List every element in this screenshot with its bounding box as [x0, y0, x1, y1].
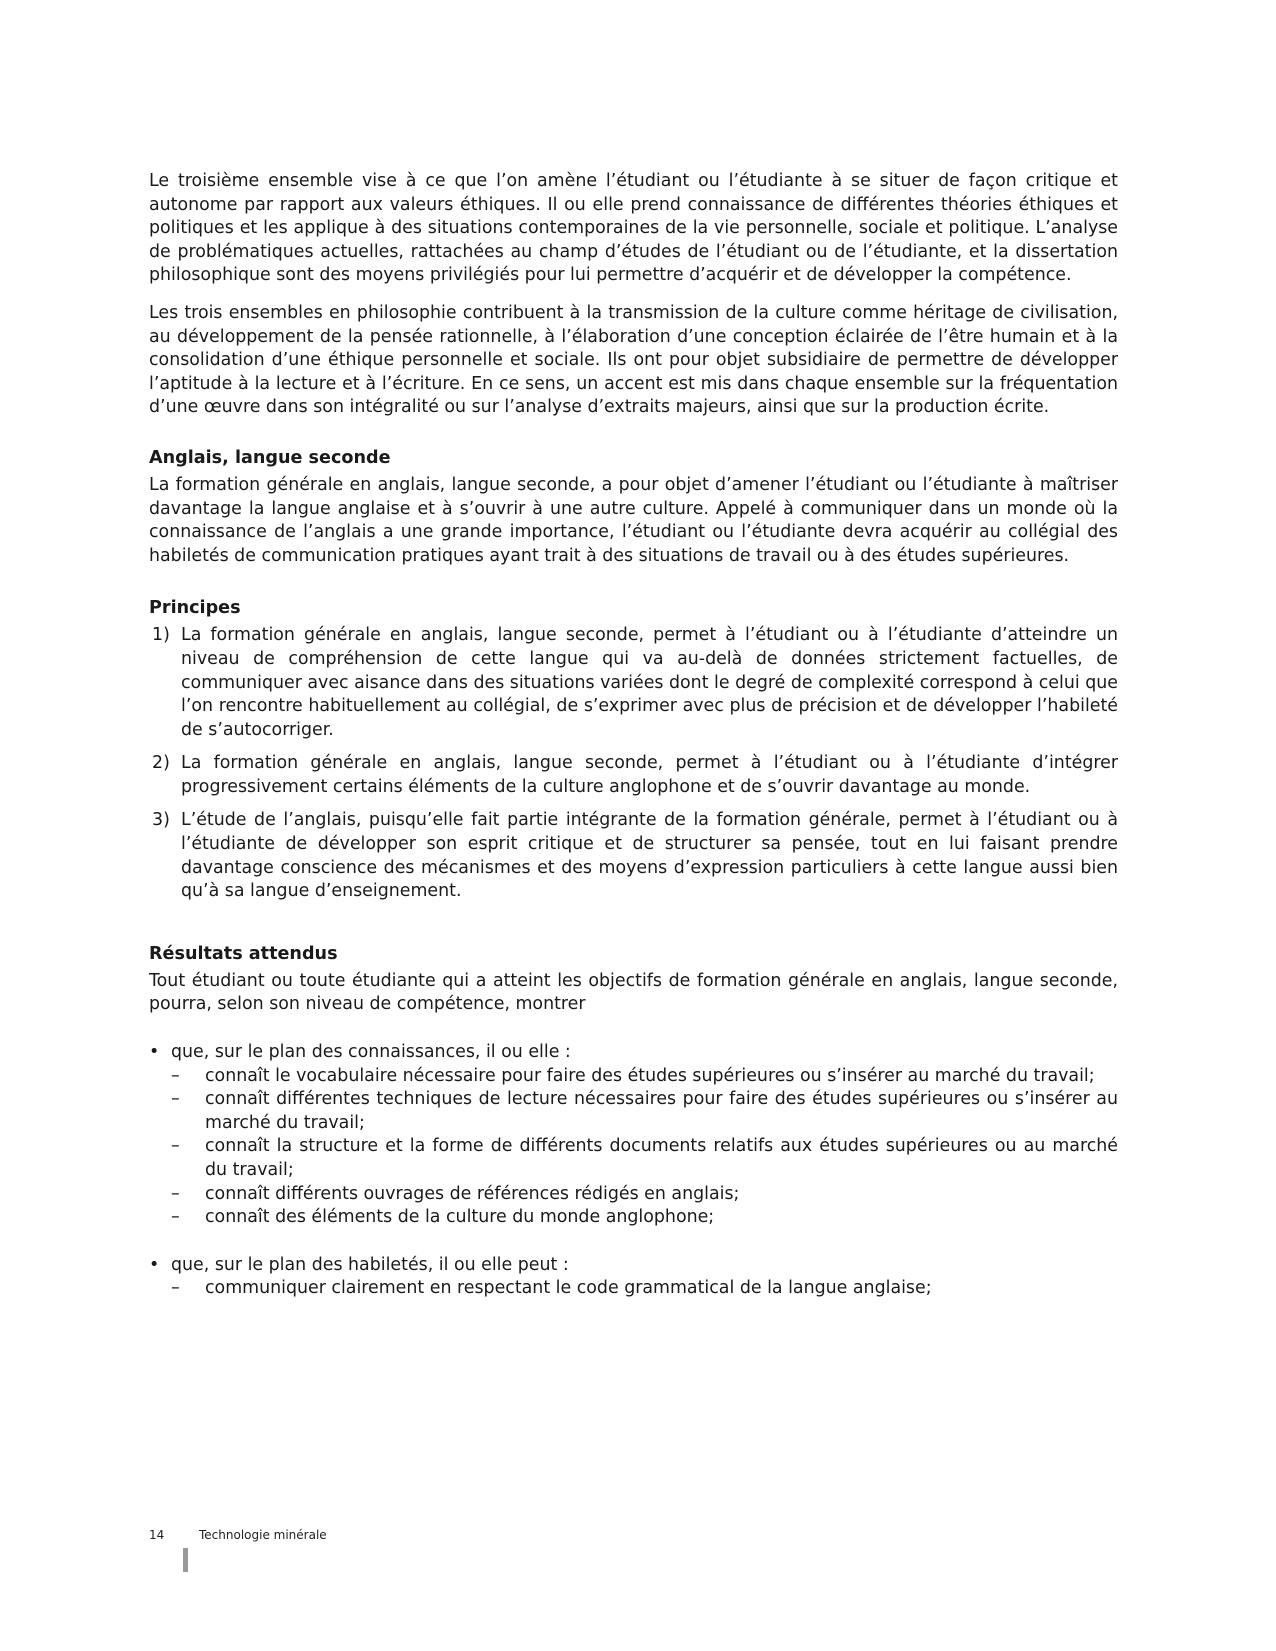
item-text: L’étude de l’anglais, puisqu’elle fait partie intégrante de la formation générale, permet à l’étudiant ou à l’étudiante de développer son esprit critique et de structurer sa pensée, tout en lui faisant prendre davantage conscience des mécanismes et des moyens d’expression particuliers à cette langue aussi bien qu’à sa langue d’enseignement. — [181, 810, 1118, 902]
paragraph-anglais: La formation générale en anglais, langue seconde, a pour objet d’amener l’étudiant ou l’étudiante à maîtriser davantage la langue anglaise et à s’ouvrir à une autre culture. Appelé à communiquer dans un monde où la connaissance de l’anglais a une grande importance, l’étudiant ou l’étudiante devra acquérir au collégial des habiletés de communication pratiques ayant trait à des situations de travail ou à des études supérieures. — [149, 474, 1118, 566]
principe-item — [149, 752, 1118, 799]
dash-icon: – — [171, 1183, 180, 1204]
bullet-icon: • — [149, 1042, 160, 1063]
dash-item — [149, 1135, 1118, 1182]
item-number: 3) — [152, 810, 170, 831]
paragraph-philo-three-sets: Les trois ensembles en philosophie contribuent à la transmission de la culture comme héritage de civilisation, au développement de la pensée rationnelle, à l’élaboration d’une conception éclairée de l’être humain et à la consolidation d’une éthique personnelle et sociale. Ils ont pour objet subsidiaire de permettre de développer l’aptitude à la lecture et à l’écriture. En ce sens, un accent est mis dans chaque ensemble sur la fréquentation d’une œuvre dans son intégralité ou sur l’analyse d’extraits majeurs, ainsi que sur la production écrite. — [149, 302, 1118, 418]
bullet-icon: • — [149, 1254, 160, 1275]
bullet-label: que, sur le plan des habiletés, il ou elle peut : — [171, 1254, 569, 1275]
connaissances-list — [149, 1065, 1118, 1230]
dash-icon: – — [171, 1278, 180, 1299]
dash-icon: – — [171, 1065, 180, 1086]
dash-icon: – — [171, 1207, 180, 1228]
principe-item — [149, 809, 1118, 903]
page-number: 14 — [149, 1528, 165, 1542]
dash-icon: – — [171, 1136, 180, 1157]
item-number: 2) — [152, 753, 170, 774]
paragraph-resultats-intro: Tout étudiant ou toute étudiante qui a atteint les objectifs de formation générale en anglais, langue seconde, pourra, selon son niveau de compétence, montrer — [149, 970, 1118, 1015]
habiletes-list — [149, 1277, 1118, 1301]
item-text: connaît différentes techniques de lecture nécessaires pour faire des études supérieures ou s’insérer au marché du travail; — [205, 1089, 1118, 1133]
bullet-habiletes — [149, 1254, 1118, 1278]
dash-item — [149, 1088, 1118, 1135]
dash-item — [149, 1277, 1118, 1301]
footer-bar-decoration — [183, 1548, 188, 1572]
bullet-connaissances — [149, 1041, 1118, 1065]
item-text: connaît différents ouvrages de références rédigés en anglais; — [205, 1183, 740, 1204]
principes-list — [149, 624, 1118, 904]
principe-item — [149, 624, 1118, 742]
footer-title: Technologie minérale — [199, 1528, 327, 1542]
item-text: communiquer clairement en respectant le code grammatical de la langue anglaise; — [205, 1278, 932, 1299]
bullet-label: que, sur le plan des connaissances, il ou elle : — [171, 1042, 571, 1063]
item-text: La formation générale en anglais, langue seconde, permet à l’étudiant ou à l’étudiante d’intégrer progressivement certains éléments de la culture anglophone et de s’ouvrir davantage au monde. — [181, 753, 1118, 797]
item-text: La formation générale en anglais, langue seconde, permet à l’étudiant ou à l’étudiante d’atteindre un niveau de compréhension de cette langue qui va au-delà de données strictement factuelles, de communiquer avec aisance dans des situations variées dont le degré de complexité correspond à celui que l’on rencontre habituellement au collégial, de s’exprimer avec plus de précision et de développer l’habileté de s’autocorriger. — [181, 625, 1118, 740]
heading-principes: Principes — [149, 598, 241, 619]
item-text: connaît le vocabulaire nécessaire pour faire des études supérieures ou s’insérer au marché du travail; — [205, 1065, 1095, 1086]
heading-resultats: Résultats attendus — [149, 943, 338, 964]
item-text: connaît des éléments de la culture du monde anglophone; — [205, 1207, 715, 1228]
heading-anglais: Anglais, langue seconde — [149, 447, 391, 468]
item-text: connaît la structure et la forme de différents documents relatifs aux études supérieures ou au marché du travail; — [205, 1136, 1118, 1180]
page-content — [149, 170, 1118, 1301]
paragraph-philo-third-set: Le troisième ensemble vise à ce que l’on amène l’étudiant ou l’étudiante à se situer de façon critique et autonome par rapport aux valeurs éthiques. Il ou elle prend connaissance de différentes théories éthiques et politiques et les applique à des situations contemporaines de la vie personnelle, sociale et politique. L’analyse de problématiques actuelles, rattachées au champ d’études de l’étudiant ou de l’étudiante, et la dissertation philosophique sont des moyens privilégiés pour lui permettre d’acquérir et de développer la compétence. — [149, 171, 1118, 286]
dash-item — [149, 1206, 1118, 1230]
dash-icon: – — [171, 1089, 180, 1110]
dash-item — [149, 1065, 1118, 1089]
item-number: 1) — [152, 625, 170, 646]
dash-item — [149, 1183, 1118, 1207]
